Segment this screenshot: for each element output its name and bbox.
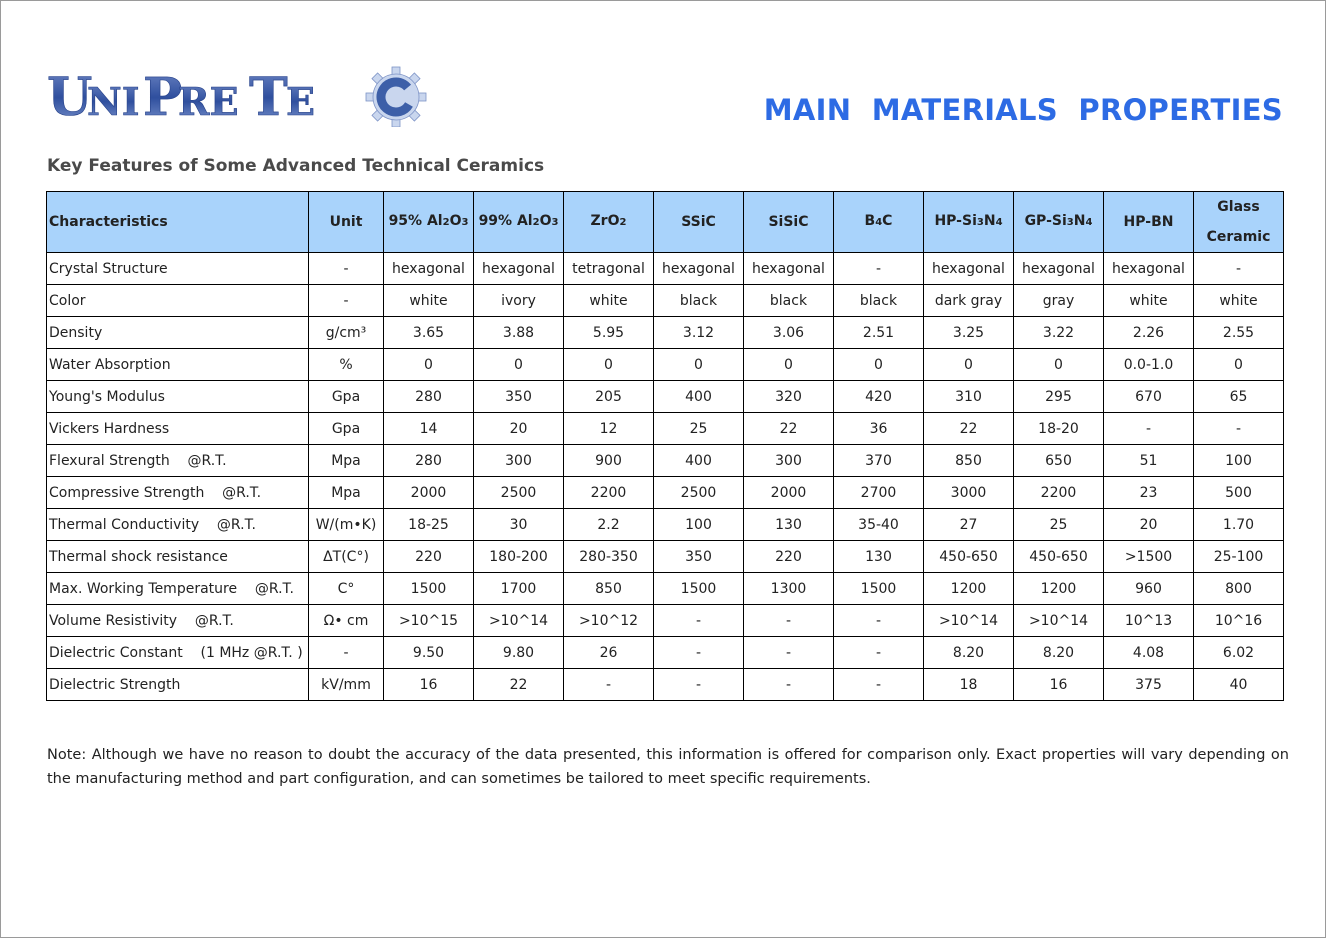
table-cell: 3.25 — [924, 317, 1014, 349]
table-cell: 2.2 — [564, 509, 654, 541]
table-cell: hexagonal — [654, 253, 744, 285]
table-cell: 4.08 — [1104, 637, 1194, 669]
table-cell: 26 — [564, 637, 654, 669]
table-cell: 23 — [1104, 477, 1194, 509]
svg-text:RE: RE — [178, 79, 239, 124]
disclaimer-note: Note: Although we have no reason to doubt the accuracy of the data presented, this information is offered for comparison only. Exact properties will vary depending on the manufacturing method and part configuration, and can sometimes be tailored to meet specific requirements. — [47, 747, 1289, 787]
unipretec-logo — [47, 65, 447, 125]
table-cell: hexagonal — [1104, 253, 1194, 285]
row-unit: Gpa — [309, 381, 384, 413]
table-cell: 20 — [1104, 509, 1194, 541]
table-cell: 2.51 — [834, 317, 924, 349]
table-row — [47, 541, 1284, 573]
table-cell: >1500 — [1104, 541, 1194, 573]
table-cell: gray — [1014, 285, 1104, 317]
column-header: 95% Al2O3 — [384, 192, 474, 253]
properties-table — [46, 191, 1284, 701]
table-cell: 670 — [1104, 381, 1194, 413]
table-cell: 1300 — [744, 573, 834, 605]
row-unit: - — [309, 285, 384, 317]
row-unit: Ω• cm — [309, 605, 384, 637]
table-cell: 205 — [564, 381, 654, 413]
table-cell: ivory — [474, 285, 564, 317]
table-cell: 350 — [474, 381, 564, 413]
table-cell: - — [1104, 413, 1194, 445]
table-cell: 2200 — [1014, 477, 1104, 509]
table-cell: - — [744, 605, 834, 637]
row-unit: - — [309, 637, 384, 669]
table-row — [47, 413, 1284, 445]
table-cell: 18 — [924, 669, 1014, 701]
table-cell: 295 — [1014, 381, 1104, 413]
table-body — [47, 253, 1284, 701]
table-cell: 22 — [924, 413, 1014, 445]
table-cell: 450-650 — [924, 541, 1014, 573]
row-unit: ΔT(C°) — [309, 541, 384, 573]
table-cell: 0.0-1.0 — [1104, 349, 1194, 381]
row-characteristic: Dielectric Constant (1 MHz @R.T. ) — [47, 637, 309, 669]
table-cell: 65 — [1194, 381, 1284, 413]
table-cell: 3.12 — [654, 317, 744, 349]
table-row — [47, 605, 1284, 637]
table-cell: 400 — [654, 381, 744, 413]
table-cell: - — [834, 669, 924, 701]
table-row — [47, 637, 1284, 669]
table-cell: 3.88 — [474, 317, 564, 349]
column-header: Glass Ceramic — [1194, 192, 1284, 253]
table-cell: 3.22 — [1014, 317, 1104, 349]
table-cell: - — [834, 253, 924, 285]
gear-icon — [366, 67, 426, 127]
table-cell: 100 — [654, 509, 744, 541]
table-cell: 30 — [474, 509, 564, 541]
table-cell: 370 — [834, 445, 924, 477]
table-cell: 2700 — [834, 477, 924, 509]
table-cell: 14 — [384, 413, 474, 445]
table-cell: black — [744, 285, 834, 317]
table-cell: >10^14 — [1014, 605, 1104, 637]
table-cell: 10^13 — [1104, 605, 1194, 637]
row-unit: W/(m•K) — [309, 509, 384, 541]
table-cell: - — [654, 669, 744, 701]
table-cell: - — [654, 605, 744, 637]
column-header: SiSiC — [744, 192, 834, 253]
table-cell: 0 — [564, 349, 654, 381]
table-cell: 18-20 — [1014, 413, 1104, 445]
row-characteristic: Max. Working Temperature @R.T. — [47, 573, 309, 605]
table-cell: 10^16 — [1194, 605, 1284, 637]
table-header-row — [47, 192, 1284, 253]
table-row — [47, 477, 1284, 509]
table-cell: 20 — [474, 413, 564, 445]
table-cell: 0 — [834, 349, 924, 381]
column-header: HP-Si3N4 — [924, 192, 1014, 253]
table-cell: white — [1104, 285, 1194, 317]
table-cell: - — [744, 669, 834, 701]
table-cell: 27 — [924, 509, 1014, 541]
row-characteristic: Vickers Hardness — [47, 413, 309, 445]
table-cell: - — [564, 669, 654, 701]
table-cell: 1200 — [924, 573, 1014, 605]
table-cell: 2000 — [744, 477, 834, 509]
column-header: SSiC — [654, 192, 744, 253]
row-unit: g/cm³ — [309, 317, 384, 349]
table-cell: 35-40 — [834, 509, 924, 541]
svg-text:E: E — [286, 79, 315, 124]
row-characteristic: Thermal Conductivity @R.T. — [47, 509, 309, 541]
table-cell: 1500 — [384, 573, 474, 605]
table-cell: 375 — [1104, 669, 1194, 701]
table-cell: 280 — [384, 445, 474, 477]
table-cell: hexagonal — [474, 253, 564, 285]
unipretec-logo-graphic — [47, 65, 447, 127]
table-cell: 1200 — [1014, 573, 1104, 605]
table-cell: >10^14 — [924, 605, 1014, 637]
table-cell: 25-100 — [1194, 541, 1284, 573]
table-cell: >10^12 — [564, 605, 654, 637]
table-cell: dark gray — [924, 285, 1014, 317]
column-header: HP-BN — [1104, 192, 1194, 253]
table-cell: 22 — [474, 669, 564, 701]
table-cell: white — [564, 285, 654, 317]
table-cell: 130 — [834, 541, 924, 573]
row-characteristic: Crystal Structure — [47, 253, 309, 285]
svg-text:U: U — [47, 67, 93, 127]
table-cell: 3.65 — [384, 317, 474, 349]
table-cell: 0 — [744, 349, 834, 381]
svg-text:T: T — [249, 67, 288, 127]
table-cell: 350 — [654, 541, 744, 573]
table-cell: 0 — [1014, 349, 1104, 381]
row-characteristic: Dielectric Strength — [47, 669, 309, 701]
column-header: GP-Si3N4 — [1014, 192, 1104, 253]
row-characteristic: Volume Resistivity @R.T. — [47, 605, 309, 637]
table-cell: 180-200 — [474, 541, 564, 573]
table-caption: Key Features of Some Advanced Technical Ceramics — [47, 156, 545, 176]
table-cell: 8.20 — [1014, 637, 1104, 669]
table-cell: 1.70 — [1194, 509, 1284, 541]
table-cell: 0 — [384, 349, 474, 381]
table-cell: white — [384, 285, 474, 317]
table-cell: 40 — [1194, 669, 1284, 701]
column-header: B4C — [834, 192, 924, 253]
table-cell: white — [1194, 285, 1284, 317]
table-cell: 2500 — [474, 477, 564, 509]
table-cell: 8.20 — [924, 637, 1014, 669]
table-cell: 18-25 — [384, 509, 474, 541]
table-cell: 320 — [744, 381, 834, 413]
table-cell: 0 — [474, 349, 564, 381]
table-cell: 0 — [654, 349, 744, 381]
table-row — [47, 381, 1284, 413]
row-unit: Mpa — [309, 445, 384, 477]
row-characteristic: Water Absorption — [47, 349, 309, 381]
table-cell: 500 — [1194, 477, 1284, 509]
table-cell: 400 — [654, 445, 744, 477]
table-cell: 1500 — [654, 573, 744, 605]
table-cell: 280-350 — [564, 541, 654, 573]
table-cell: 2500 — [654, 477, 744, 509]
table-row — [47, 509, 1284, 541]
column-header-characteristics: Characteristics — [47, 192, 309, 253]
table-cell: 850 — [924, 445, 1014, 477]
column-header: 99% Al2O3 — [474, 192, 564, 253]
table-cell: - — [834, 605, 924, 637]
table-cell: 100 — [1194, 445, 1284, 477]
table-cell: - — [654, 637, 744, 669]
row-unit: kV/mm — [309, 669, 384, 701]
table-cell: 2200 — [564, 477, 654, 509]
table-cell: black — [834, 285, 924, 317]
row-unit: Gpa — [309, 413, 384, 445]
table-cell: 16 — [1014, 669, 1104, 701]
table-cell: - — [834, 637, 924, 669]
table-row — [47, 317, 1284, 349]
table-cell: 1500 — [834, 573, 924, 605]
page-title: MAIN MATERIALS PROPERTIES — [763, 93, 1283, 127]
table-cell: 650 — [1014, 445, 1104, 477]
table-cell: 280 — [384, 381, 474, 413]
table-cell: 300 — [744, 445, 834, 477]
table-cell: 25 — [654, 413, 744, 445]
row-unit: % — [309, 349, 384, 381]
table-cell: 130 — [744, 509, 834, 541]
svg-text:NI: NI — [87, 79, 140, 124]
row-characteristic: Color — [47, 285, 309, 317]
table-cell: >10^14 — [474, 605, 564, 637]
table-cell: 36 — [834, 413, 924, 445]
table-cell: - — [1194, 253, 1284, 285]
column-header-unit: Unit — [309, 192, 384, 253]
table-cell: >10^15 — [384, 605, 474, 637]
table-cell: 3.06 — [744, 317, 834, 349]
table-cell: 9.50 — [384, 637, 474, 669]
table-cell: 22 — [744, 413, 834, 445]
row-unit: - — [309, 253, 384, 285]
column-header: ZrO2 — [564, 192, 654, 253]
row-unit: C° — [309, 573, 384, 605]
table-row — [47, 573, 1284, 605]
row-characteristic: Density — [47, 317, 309, 349]
row-characteristic: Thermal shock resistance — [47, 541, 309, 573]
table-cell: black — [654, 285, 744, 317]
table-cell: 5.95 — [564, 317, 654, 349]
table-cell: hexagonal — [1014, 253, 1104, 285]
table-cell: 900 — [564, 445, 654, 477]
table-cell: - — [744, 637, 834, 669]
table-cell: 800 — [1194, 573, 1284, 605]
table-cell: 25 — [1014, 509, 1104, 541]
row-characteristic: Young's Modulus — [47, 381, 309, 413]
table-cell: 220 — [384, 541, 474, 573]
row-characteristic: Compressive Strength @R.T. — [47, 477, 309, 509]
table-cell: - — [1194, 413, 1284, 445]
table-cell: 420 — [834, 381, 924, 413]
row-characteristic: Flexural Strength @R.T. — [47, 445, 309, 477]
table-cell: 6.02 — [1194, 637, 1284, 669]
table-row — [47, 253, 1284, 285]
table-row — [47, 669, 1284, 701]
table-cell: 51 — [1104, 445, 1194, 477]
table-cell: 3000 — [924, 477, 1014, 509]
table-row — [47, 285, 1284, 317]
table-cell: 16 — [384, 669, 474, 701]
table-row — [47, 445, 1284, 477]
table-cell: 1700 — [474, 573, 564, 605]
table-cell: 2.26 — [1104, 317, 1194, 349]
table-cell: 0 — [1194, 349, 1284, 381]
table-cell: 9.80 — [474, 637, 564, 669]
table-cell: 450-650 — [1014, 541, 1104, 573]
table-row — [47, 349, 1284, 381]
table-cell: tetragonal — [564, 253, 654, 285]
table-cell: 2000 — [384, 477, 474, 509]
table-cell: hexagonal — [744, 253, 834, 285]
row-unit: Mpa — [309, 477, 384, 509]
table-cell: 0 — [924, 349, 1014, 381]
table-cell: 2.55 — [1194, 317, 1284, 349]
table-cell: 850 — [564, 573, 654, 605]
table-cell: 960 — [1104, 573, 1194, 605]
svg-text:P: P — [143, 67, 183, 127]
table-cell: hexagonal — [384, 253, 474, 285]
table-cell: 220 — [744, 541, 834, 573]
table-cell: hexagonal — [924, 253, 1014, 285]
table-cell: 310 — [924, 381, 1014, 413]
table-cell: 300 — [474, 445, 564, 477]
table-cell: 12 — [564, 413, 654, 445]
